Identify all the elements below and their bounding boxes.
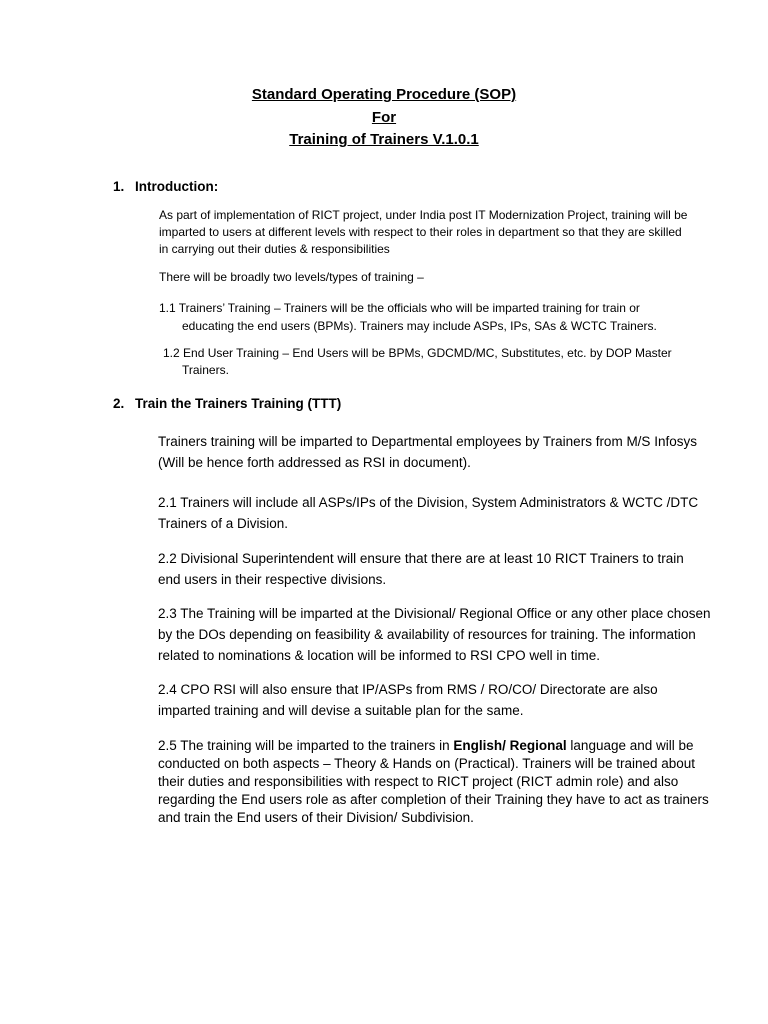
paragraph-line: regarding the End users role as after completion of their Training they have to act as trainers xyxy=(158,792,709,807)
paragraph-line: imparted training and will devise a suitable plan for the same. xyxy=(158,703,524,718)
paragraph-line: Trainers of a Division. xyxy=(158,516,289,531)
document-title-line-3: Training of Trainers V.1.0.1 xyxy=(289,131,479,148)
document-title-line-2: For xyxy=(371,109,397,126)
intro-line: As part of implementation of RICT project, under India post IT Modernization Project, training will be xyxy=(159,208,688,222)
language-emphasis: English/ Regional xyxy=(453,738,567,753)
section-1-heading: 1. Introduction: xyxy=(113,179,219,194)
paragraph-line: 2.3 The Training will be imparted at the Divisional/ Regional Office or any other place chosen xyxy=(158,606,711,621)
section-2-heading: 2. Train the Trainers Training (TTT) xyxy=(113,396,342,411)
item-line: 1.1 Trainers’ Training – Trainers will be the officials who will be imparted training for train or xyxy=(159,301,640,315)
paragraph-line: their duties and responsibilities with respect to RICT project (RICT admin role) and also xyxy=(158,774,679,789)
item-line: educating the end users (BPMs). Trainers may include ASPs, IPs, SAs & WCTC Trainers. xyxy=(182,319,657,333)
paragraph-line: 2.4 CPO RSI will also ensure that IP/ASPs from RMS / RO/CO/ Directorate are also xyxy=(158,682,658,697)
paragraph-line: and train the End users of their Division/ Subdivision. xyxy=(158,810,474,825)
paragraph-line: by the DOs depending on feasibility & availability of resources for training. The information xyxy=(158,627,696,642)
paragraph-line: (Will be hence forth addressed as RSI in document). xyxy=(158,455,471,470)
paragraph-line: 2.1 Trainers will include all ASPs/IPs of the Division, System Administrators & WCTC /DTC xyxy=(158,495,699,510)
training-levels-text: There will be broadly two levels/types of training – xyxy=(159,270,424,284)
intro-line: in carrying out their duties & responsibilities xyxy=(159,242,390,256)
paragraph-line: conducted on both aspects – Theory & Hands on (Practical). Trainers will be trained about xyxy=(158,756,696,771)
paragraph-text: language and will be xyxy=(566,738,694,753)
item-line: Trainers. xyxy=(182,363,229,377)
paragraph-line: 2.2 Divisional Superintendent will ensure that there are at least 10 RICT Trainers to train xyxy=(158,551,684,566)
paragraph-text: 2.5 The training will be imparted to the trainers in xyxy=(158,738,454,753)
document-title-line-1: Standard Operating Procedure (SOP) xyxy=(251,86,517,103)
item-line: 1.2 End User Training – End Users will be BPMs, GDCMD/MC, Substitutes, etc. by DOP Master xyxy=(163,346,672,360)
paragraph-line: related to nominations & location will be informed to RSI CPO well in time. xyxy=(158,648,600,663)
paragraph-line: Trainers training will be imparted to Departmental employees by Trainers from M/S Infosys xyxy=(158,434,697,449)
paragraph-line: end users in their respective divisions. xyxy=(158,572,387,587)
intro-line: imparted to users at different levels with respect to their roles in department so that they are skilled xyxy=(159,225,682,239)
